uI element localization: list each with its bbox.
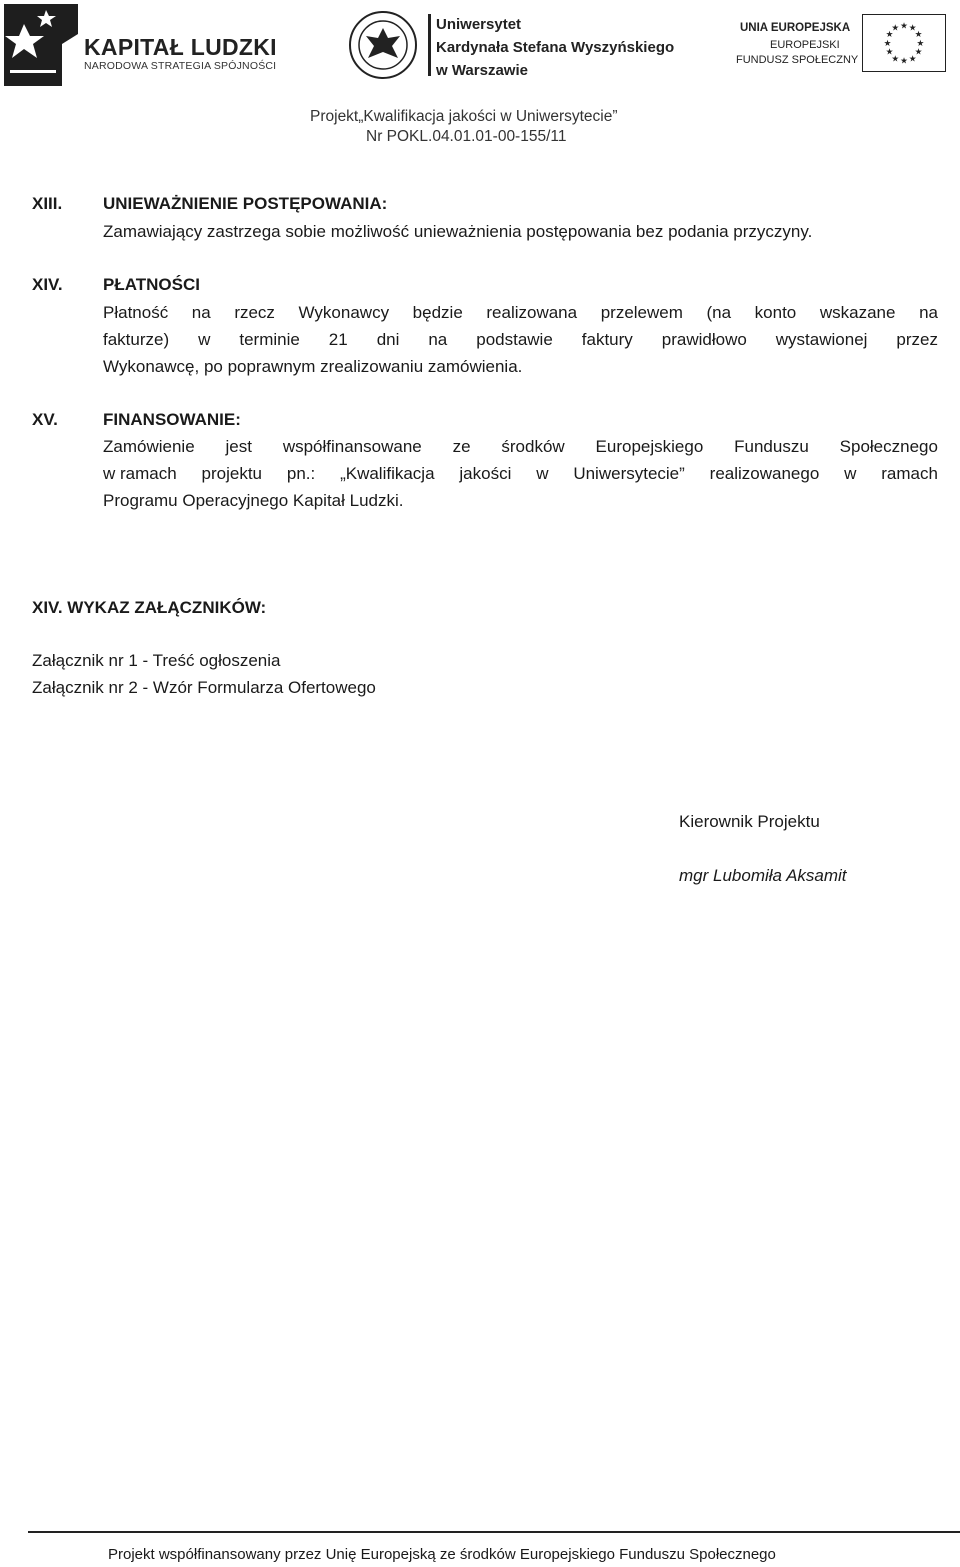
section-heading: PŁATNOŚCI bbox=[103, 275, 200, 294]
section-number: XIV. bbox=[32, 275, 63, 294]
word: pn.: bbox=[286, 464, 316, 483]
footer-text: Projekt współfinansowany przez Unię Europejską ze środków Europejskiego Funduszu Społecznego bbox=[108, 1546, 776, 1563]
section-heading: UNIEWAŻNIENIE POSTĘPOWANIA: bbox=[103, 194, 388, 213]
eu-logo bbox=[730, 14, 950, 76]
word: 21 bbox=[328, 330, 348, 349]
kapital-ludzki-subtitle: NARODOWA STRATEGIA SPÓJNOŚCI bbox=[84, 60, 277, 72]
eu-line2: EUROPEJSKI bbox=[770, 39, 840, 51]
word: przez bbox=[896, 330, 938, 349]
word: Wykonawcy bbox=[298, 303, 390, 322]
word: ze bbox=[452, 437, 471, 456]
word: środków bbox=[501, 437, 565, 456]
uksw-line3: w Warszawie bbox=[436, 62, 528, 79]
attachment-item: Załącznik nr 2 - Wzór Formularza Ofertowego bbox=[32, 678, 376, 697]
word: „Kwalifikacja bbox=[340, 464, 435, 483]
word: jakości bbox=[459, 464, 512, 483]
svg-text:★: ★ bbox=[891, 23, 900, 34]
eu-line1: UNIA EUROPEJSKA bbox=[740, 22, 851, 34]
word: w bbox=[536, 464, 549, 483]
section-number: XV. bbox=[32, 410, 58, 429]
word: prawidłowo bbox=[661, 330, 747, 349]
uksw-logo bbox=[348, 6, 688, 82]
word: Europejskiego bbox=[595, 437, 704, 456]
word: ramach bbox=[881, 464, 938, 483]
word: w bbox=[198, 330, 211, 349]
attachments-heading: XIV. WYKAZ ZAŁĄCZNIKÓW: bbox=[32, 598, 267, 617]
justified-line bbox=[103, 303, 938, 323]
word: na bbox=[919, 303, 938, 322]
svg-text:★: ★ bbox=[914, 30, 923, 41]
word: przelewem bbox=[600, 303, 683, 322]
justified-line bbox=[103, 330, 938, 350]
word: na bbox=[191, 303, 211, 322]
word: Płatność bbox=[103, 303, 169, 322]
svg-text:★: ★ bbox=[883, 38, 892, 49]
section-text: Zamawiający zastrzega sobie możliwość unieważnienia postępowania bez podania przyczyny. bbox=[103, 222, 813, 241]
word: podstawie bbox=[476, 330, 553, 349]
word: projektu bbox=[201, 464, 263, 483]
word: terminie bbox=[239, 330, 300, 349]
word: współfinansowane bbox=[282, 437, 422, 456]
word: (na bbox=[706, 303, 732, 322]
word: rzecz bbox=[234, 303, 275, 322]
eu-line3: FUNDUSZ SPOŁECZNY bbox=[736, 54, 859, 66]
word: w ramach bbox=[103, 464, 177, 483]
svg-text:★: ★ bbox=[891, 54, 900, 65]
word: Społecznego bbox=[839, 437, 938, 456]
word: dni bbox=[376, 330, 400, 349]
attachment-item: Załącznik nr 1 - Treść ogłoszenia bbox=[32, 651, 281, 670]
word: realizowana bbox=[486, 303, 578, 322]
section-number: XIII. bbox=[32, 194, 63, 213]
eu-flag-icon bbox=[862, 14, 946, 72]
svg-text:★: ★ bbox=[908, 54, 917, 65]
kapital-ludzki-emblem-icon bbox=[4, 4, 78, 86]
project-title: Projekt„Kwalifikacja jakości w Uniwersytecie” bbox=[310, 108, 618, 125]
university-seal-icon bbox=[348, 10, 418, 80]
justified-line bbox=[103, 464, 938, 484]
signature-name: mgr Lubomiła Aksamit bbox=[679, 866, 847, 885]
word: będzie bbox=[412, 303, 463, 322]
svg-text:★: ★ bbox=[885, 30, 894, 41]
word: Uniwersytecie” bbox=[573, 464, 685, 483]
word: fakturze) bbox=[103, 330, 170, 349]
word: wystawionej bbox=[775, 330, 868, 349]
section-text: Wykonawcę, po poprawnym zrealizowaniu zamówienia. bbox=[103, 357, 523, 376]
svg-text:★: ★ bbox=[916, 38, 925, 49]
uksw-divider bbox=[428, 14, 431, 76]
svg-text:★: ★ bbox=[908, 23, 917, 34]
kapital-ludzki-title: KAPITAŁ LUDZKI bbox=[84, 34, 277, 60]
word: konto bbox=[754, 303, 797, 322]
word: realizowanego bbox=[709, 464, 820, 483]
project-number: Nr POKL.04.01.01-00-155/11 bbox=[366, 128, 567, 145]
section-heading: FINANSOWANIE: bbox=[103, 410, 241, 429]
svg-text:★: ★ bbox=[900, 21, 908, 32]
uksw-line2: Kardynała Stefana Wyszyńskiego bbox=[436, 39, 675, 56]
svg-text:★: ★ bbox=[885, 47, 894, 58]
uksw-line1: Uniwersytet bbox=[436, 16, 522, 33]
word: Zamówienie bbox=[103, 437, 195, 456]
word: na bbox=[428, 330, 448, 349]
word: Funduszu bbox=[734, 437, 809, 456]
justified-line bbox=[103, 437, 938, 457]
svg-text:★: ★ bbox=[900, 56, 908, 67]
section-text: Programu Operacyjnego Kapitał Ludzki. bbox=[103, 491, 404, 510]
svg-text:★: ★ bbox=[914, 47, 923, 58]
word: w bbox=[844, 464, 857, 483]
footer-divider bbox=[28, 1531, 960, 1533]
word: jest bbox=[225, 437, 252, 456]
word: wskazane bbox=[819, 303, 896, 322]
word: faktury bbox=[581, 330, 633, 349]
kapital-ludzki-logo bbox=[4, 4, 284, 88]
signature-role: Kierownik Projektu bbox=[679, 812, 820, 831]
